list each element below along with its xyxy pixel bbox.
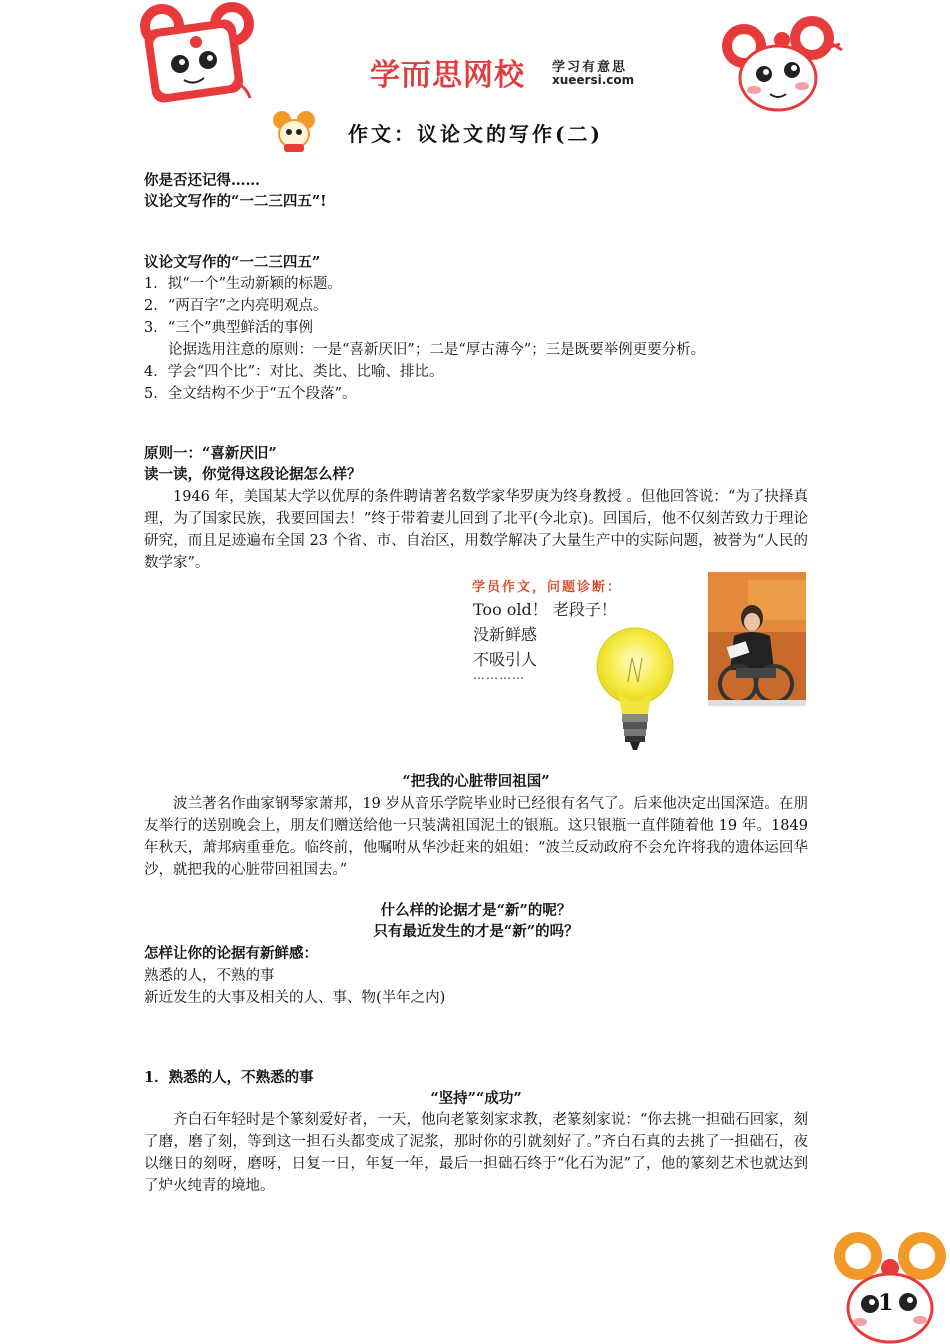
how-heading: 怎样让你的论据有新鲜感： (144, 945, 318, 962)
rule-item: 1．拟“一个”生动新颖的标题。 (144, 276, 343, 292)
mascot-small-icon (270, 108, 318, 154)
page-title: 作文：议论文的写作(二) (348, 122, 603, 146)
mascot-right-icon (716, 10, 846, 116)
section1-story-title: “坚持”“成功” (430, 1090, 522, 1107)
speaker-photo-icon (708, 572, 806, 706)
tip-1: 熟悉的人，不熟的事 (144, 968, 275, 984)
rule-item: 4．学会“四个比”：对比、类比、比喻、排比。 (144, 364, 444, 380)
rule-note: 论据选用注意的原则：一是“喜新厌旧”；二是“厚古薄今”；三是既要举例更要分析。 (168, 342, 706, 358)
rule-item: 3．“三个”典型鲜活的事例 (144, 320, 314, 336)
principle-question: 读一读，你觉得这段论据怎么样？ (144, 466, 362, 483)
diagnosis-line: 没新鲜感 (473, 625, 538, 644)
mascot-footer-icon (830, 1228, 950, 1344)
tip-2: 新近发生的大事及相关的人、事、物(半年之内) (144, 990, 446, 1006)
brand-url: xueersi.com (552, 73, 635, 87)
diagnosis-line: ………… (473, 668, 525, 682)
diagnosis-line: Too old！ 老段子！ (473, 600, 617, 619)
question-1: 什么样的论据才是“新”的呢？ (380, 902, 572, 919)
principle-heading: 原则一：“喜新厌旧” (144, 445, 277, 462)
mascot-left-icon (134, 2, 258, 108)
story1-title: “把我的心脏带回祖国” (402, 773, 550, 790)
principle-paragraph: 1946 年，美国某大学以优厚的条件聘请著名数学家华罗庚为终身教授 。但他回答说：“为了抉择真理，为了国家民族，我要回国去！”终于带着妻儿回到了北平(今北京)。回国后，他不仅刻苦致力于理论研究，而且足迹遍布全国 23 个省、市、自治区，用数学解决了大量生产中的实际问题，被誉为“人民的数学家”。 (144, 489, 808, 571)
rule-item: 5．全文结构不少于“五个段落”。 (144, 386, 357, 402)
diagnosis-line: 不吸引人 (473, 650, 538, 669)
diagnosis-title: 学员作文，问题诊断： (472, 580, 623, 595)
intro-line-1: 你是否还记得…… (144, 172, 260, 189)
rules-heading: 议论文写作的“一二三四五” (144, 254, 321, 271)
section1-paragraph: 齐白石年轻时是个篆刻爱好者，一天，他向老篆刻家求教，老篆刻家说：“你去挑一担础石回家，刻了磨，磨了刻，等到这一担石头都变成了泥浆，那时你的引就刻好了。”齐白石真的去挑了一担础石，夜以继日的刻呀，磨呀，日复一日，年复一年，最后一担础石终于“化石为泥”了，他的篆刻艺术也就达到了炉火纯青的境地。 (144, 1112, 808, 1194)
brand-slogan: 学习有意思 (552, 60, 628, 75)
page-number: 1 (878, 1290, 894, 1316)
section1-heading: 1．熟悉的人，不熟悉的事 (144, 1069, 314, 1086)
story1-paragraph: 波兰著名作曲家钢琴家萧邦，19 岁从音乐学院毕业时已经很有名气了。后来他决定出国深造。在朋友举行的送别晚会上，朋友们赠送给他一只装满祖国泥土的银瓶。这只银瓶一直伴随着他 19 年。1849 年秋天，萧邦病重垂危。临终前，他嘱咐从华沙赶来的姐姐：“波兰反动政府不会允许将我的遗体运回华沙，就把我的心脏带回祖国去。” (144, 796, 808, 878)
brand-logo-text: 学而思网校 (370, 58, 525, 93)
intro-line-2: 议论文写作的“一二三四五”! (144, 193, 327, 210)
question-2: 只有最近发生的才是“新”的吗？ (373, 923, 579, 940)
lightbulb-icon (590, 622, 680, 754)
rule-item: 2．“两百字”之内亮明观点。 (144, 298, 328, 314)
